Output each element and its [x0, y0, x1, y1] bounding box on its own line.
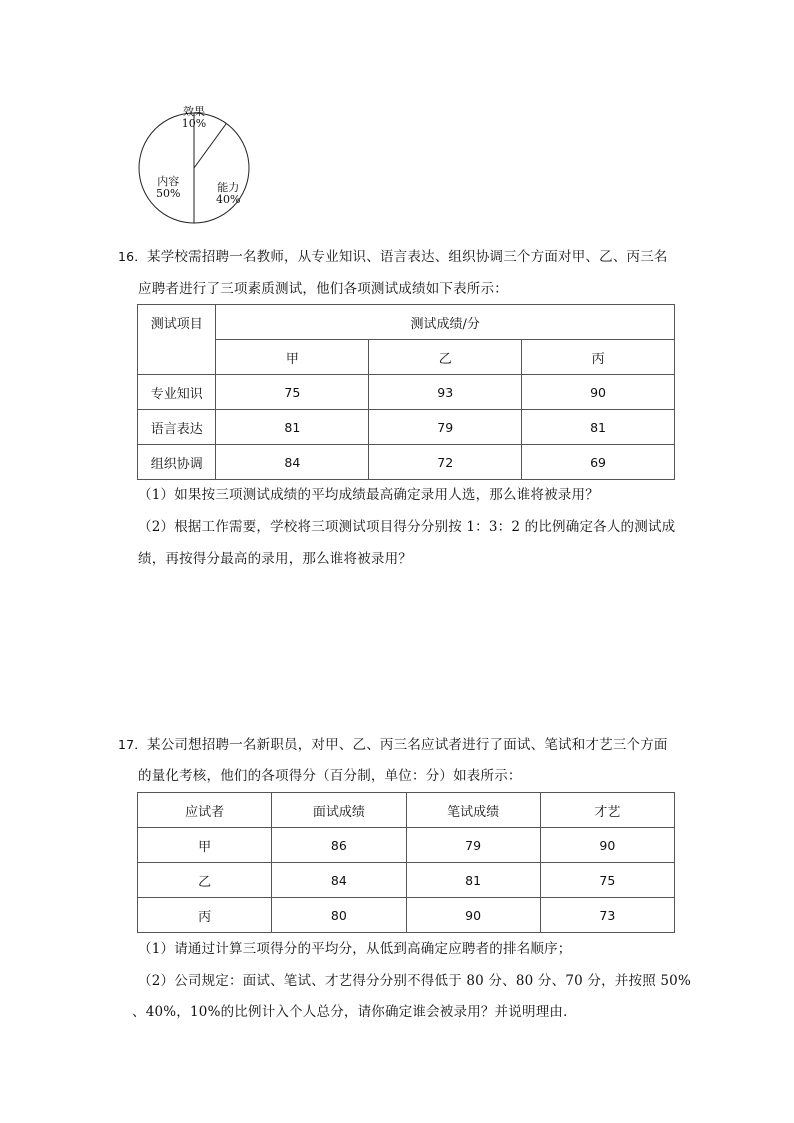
row-label: 语言表达 — [138, 410, 216, 445]
table-cell: 72 — [369, 445, 522, 480]
pie-slice-name: 能力 — [217, 181, 240, 194]
q17-sub-1: （1）请通过计算三项得分的平均分，从低到高确定应聘者的排名顺序； — [138, 941, 572, 957]
pie-slice-percent: 50% — [156, 187, 181, 200]
column-header: 面试成绩 — [272, 793, 406, 828]
table-cell: 81 — [522, 410, 675, 445]
table-row — [138, 898, 675, 933]
table-cell: 90 — [540, 828, 674, 863]
table-cell: 90 — [522, 375, 675, 410]
table-cell: 93 — [369, 375, 522, 410]
table-row — [138, 863, 675, 898]
column-header: 乙 — [369, 340, 522, 375]
pie-slice-name: 内容 — [157, 175, 180, 188]
table-cell: 73 — [540, 898, 674, 933]
pie-label-effect — [182, 106, 206, 130]
pie-label-content — [156, 176, 180, 200]
q16-text: 某学校需招聘一名教师，从专业知识、语言表达、组织协调三个方面对甲、乙、丙三名 — [147, 249, 668, 265]
pie-chart — [138, 104, 250, 224]
table-row — [138, 445, 675, 480]
table-cell: 81 — [406, 863, 540, 898]
pie-label-ability — [216, 182, 240, 206]
table-header-row — [138, 793, 675, 828]
row-label: 专业知识 — [138, 375, 216, 410]
row-label: 丙 — [138, 898, 272, 933]
column-header: 甲 — [216, 340, 369, 375]
q17-text: 某公司想招聘一名新职员，对甲、乙、丙三名应试者进行了面试、笔试和才艺三个方面 — [147, 737, 668, 753]
q16-score-table — [137, 304, 675, 480]
table-cell: 84 — [272, 863, 406, 898]
q17-sub-2-line-1: （2）公司规定：面试、笔试、才艺得分分别不得低于 80 分、80 分、70 分，并按照 50% — [138, 973, 691, 989]
table-cell: 75 — [216, 375, 369, 410]
table-cell: 79 — [369, 410, 522, 445]
table-cell: 75 — [540, 863, 674, 898]
q16-sub-2-line-2: 绩，再按得分最高的录用，那么谁将被录用？ — [138, 551, 412, 567]
table-cell: 90 — [406, 898, 540, 933]
table-row — [138, 410, 675, 445]
column-header: 丙 — [522, 340, 675, 375]
q16-line-2: 应聘者进行了三项素质测试，他们各项测试成绩如下表所示： — [138, 281, 508, 297]
pie-slice-percent: 40% — [216, 193, 241, 206]
column-header: 才艺 — [540, 793, 674, 828]
column-header: 笔试成绩 — [406, 793, 540, 828]
q17-score-table — [137, 792, 675, 933]
pie-slice-percent: 10% — [181, 117, 207, 130]
table-cell: 79 — [406, 828, 540, 863]
pie-slice-name: 效果 — [182, 105, 205, 118]
q16-sub-1: （1）如果按三项测试成绩的平均成绩最高确定录用人选，那么谁将被录用？ — [138, 487, 599, 503]
table-cell: 86 — [272, 828, 406, 863]
row-label: 组织协调 — [138, 445, 216, 480]
row-label: 乙 — [138, 863, 272, 898]
q17-number: 17． — [118, 737, 148, 752]
table-cell: 84 — [216, 445, 369, 480]
column-header: 应试者 — [138, 793, 272, 828]
table-group-header: 测试成绩/分 — [216, 305, 675, 340]
q17-line-2: 的量化考核，他们的各项得分（百分制，单位：分）如表所示： — [138, 768, 522, 784]
q16-line-1 — [118, 248, 668, 266]
table-row — [138, 828, 675, 863]
table-cell: 69 — [522, 445, 675, 480]
table-cell: 80 — [272, 898, 406, 933]
q17-sub-2-line-2: 、40%，10%的比例计入个人总分，请你确定谁会被录用？并说明理由． — [132, 1004, 577, 1020]
row-label: 甲 — [138, 828, 272, 863]
table-row — [138, 375, 675, 410]
table-cell: 81 — [216, 410, 369, 445]
table-corner-header: 测试项目 — [138, 305, 216, 375]
q16-sub-2-line-1: （2）根据工作需要，学校将三项测试项目得分分别按 1：3：2 的比例确定各人的测试成 — [138, 519, 676, 535]
q17-line-1 — [118, 736, 668, 754]
q16-number: 16． — [118, 249, 148, 264]
